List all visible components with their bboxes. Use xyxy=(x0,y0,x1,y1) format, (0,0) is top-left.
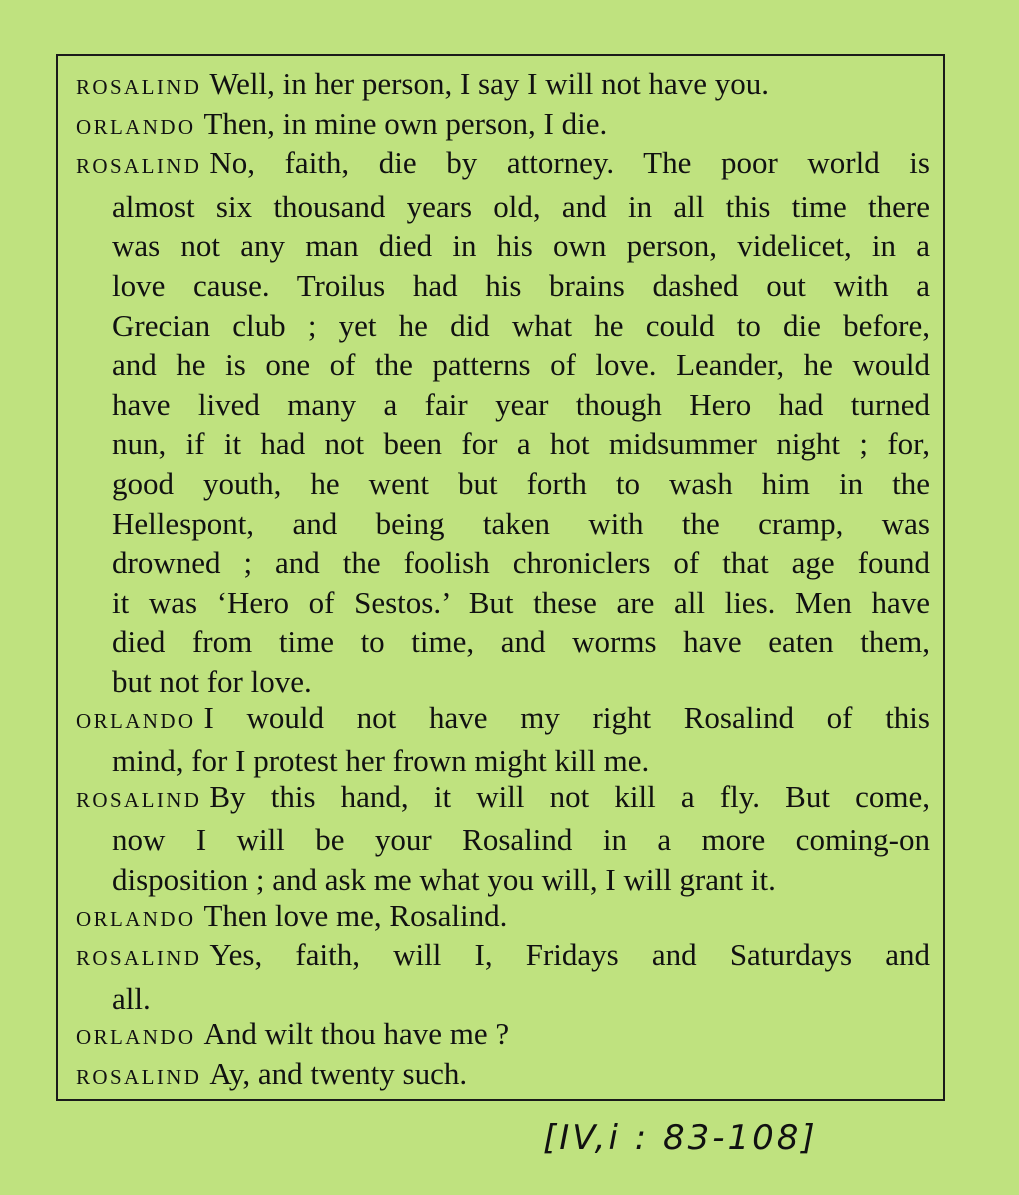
speech-line xyxy=(76,1014,930,1058)
speech-line xyxy=(76,64,930,108)
speech-line xyxy=(76,1054,930,1098)
speech xyxy=(76,1054,930,1098)
speech-line xyxy=(76,306,930,346)
speech xyxy=(76,104,930,148)
speech xyxy=(76,935,930,1018)
speaker-name: ORLANDO xyxy=(76,906,196,931)
speech-text: mind, for I protest her frown might kill me. xyxy=(112,743,650,779)
speech-text: I would not have my right Rosalind of this xyxy=(203,699,930,735)
speech-line xyxy=(76,504,930,544)
speech-line xyxy=(76,741,930,781)
speech-line xyxy=(76,698,930,742)
speech xyxy=(76,896,930,940)
speech-line xyxy=(76,187,930,227)
speech-line xyxy=(76,345,930,385)
speech-text: good youth, he went but forth to wash him in the xyxy=(112,465,930,501)
speech-line xyxy=(76,979,930,1019)
speech-line xyxy=(76,896,930,940)
speech-text: And wilt thou have me ? xyxy=(203,1016,510,1052)
handwritten-citation: [IV,i : 83-108] xyxy=(543,1118,818,1158)
speech-line xyxy=(76,662,930,702)
speech-line xyxy=(76,935,930,979)
speech-text: Then love me, Rosalind. xyxy=(203,897,508,933)
speaker-name: ORLANDO xyxy=(76,114,196,139)
speech-line xyxy=(76,860,930,900)
speech-text: all. xyxy=(112,980,151,1016)
speaker-name: ORLANDO xyxy=(76,1025,196,1050)
speaker-name: ROSALIND xyxy=(76,946,202,971)
speech xyxy=(76,143,930,701)
speech-text: have lived many a fair year though Hero had turned xyxy=(112,386,930,422)
speech-text: disposition ; and ask me what you will, I will grant it. xyxy=(112,861,776,897)
speech-line xyxy=(76,583,930,623)
speech-line xyxy=(76,385,930,425)
speech-text: it was ‘Hero of Sestos.’ But these are all lies. Men have xyxy=(112,584,930,620)
speech xyxy=(76,777,930,900)
speech xyxy=(76,1014,930,1058)
speech-text: Well, in her person, I say I will not have you. xyxy=(209,66,770,101)
speech-text: love cause. Troilus had his brains dashed out with a xyxy=(112,267,930,303)
speech-line xyxy=(76,424,930,464)
speech-text: almost six thousand years old, and in all this time there xyxy=(112,188,930,224)
speaker-name: ROSALIND xyxy=(76,154,202,179)
speech-line xyxy=(76,266,930,306)
speaker-name: ROSALIND xyxy=(76,1065,202,1089)
text-frame xyxy=(56,54,945,1101)
speech xyxy=(76,698,930,781)
speech-text: Then, in mine own person, I die. xyxy=(203,105,608,141)
speech-text: Yes, faith, will I, Fridays and Saturdays and xyxy=(209,937,930,973)
speech-line xyxy=(76,104,930,148)
speech-text: Ay, and twenty such. xyxy=(209,1056,468,1091)
speech-text: drowned ; and the foolish chroniclers of that age found xyxy=(112,545,930,581)
speaker-name: ROSALIND xyxy=(76,75,202,99)
speech-line xyxy=(76,622,930,662)
speech-text: and he is one of the patterns of love. Leander, he would xyxy=(112,347,930,383)
speech-text: Grecian club ; yet he did what he could to die before, xyxy=(112,307,930,343)
speech-text: now I will be your Rosalind in a more coming-on xyxy=(112,822,930,858)
speech-text: but not for love. xyxy=(112,663,312,699)
speaker-name: ROSALIND xyxy=(76,787,202,812)
speech-line xyxy=(76,143,930,187)
speech-line xyxy=(76,464,930,504)
speech-text: died from time to time, and worms have eaten them, xyxy=(112,624,930,660)
speech-text: was not any man died in his own person, videlicet, in a xyxy=(112,228,930,264)
speech-line xyxy=(76,543,930,583)
speech-text: No, faith, die by attorney. The poor world is xyxy=(209,145,930,181)
speech-text: nun, if it had not been for a hot midsummer night ; for, xyxy=(112,426,930,462)
speech-text: Hellespont, and being taken with the cramp, was xyxy=(112,505,930,541)
speech-line xyxy=(76,777,930,821)
speech-line xyxy=(76,820,930,860)
speech-line xyxy=(76,226,930,266)
speech xyxy=(76,64,930,108)
speech-text: By this hand, it will not kill a fly. But come, xyxy=(209,778,930,814)
speaker-name: ORLANDO xyxy=(76,708,196,733)
